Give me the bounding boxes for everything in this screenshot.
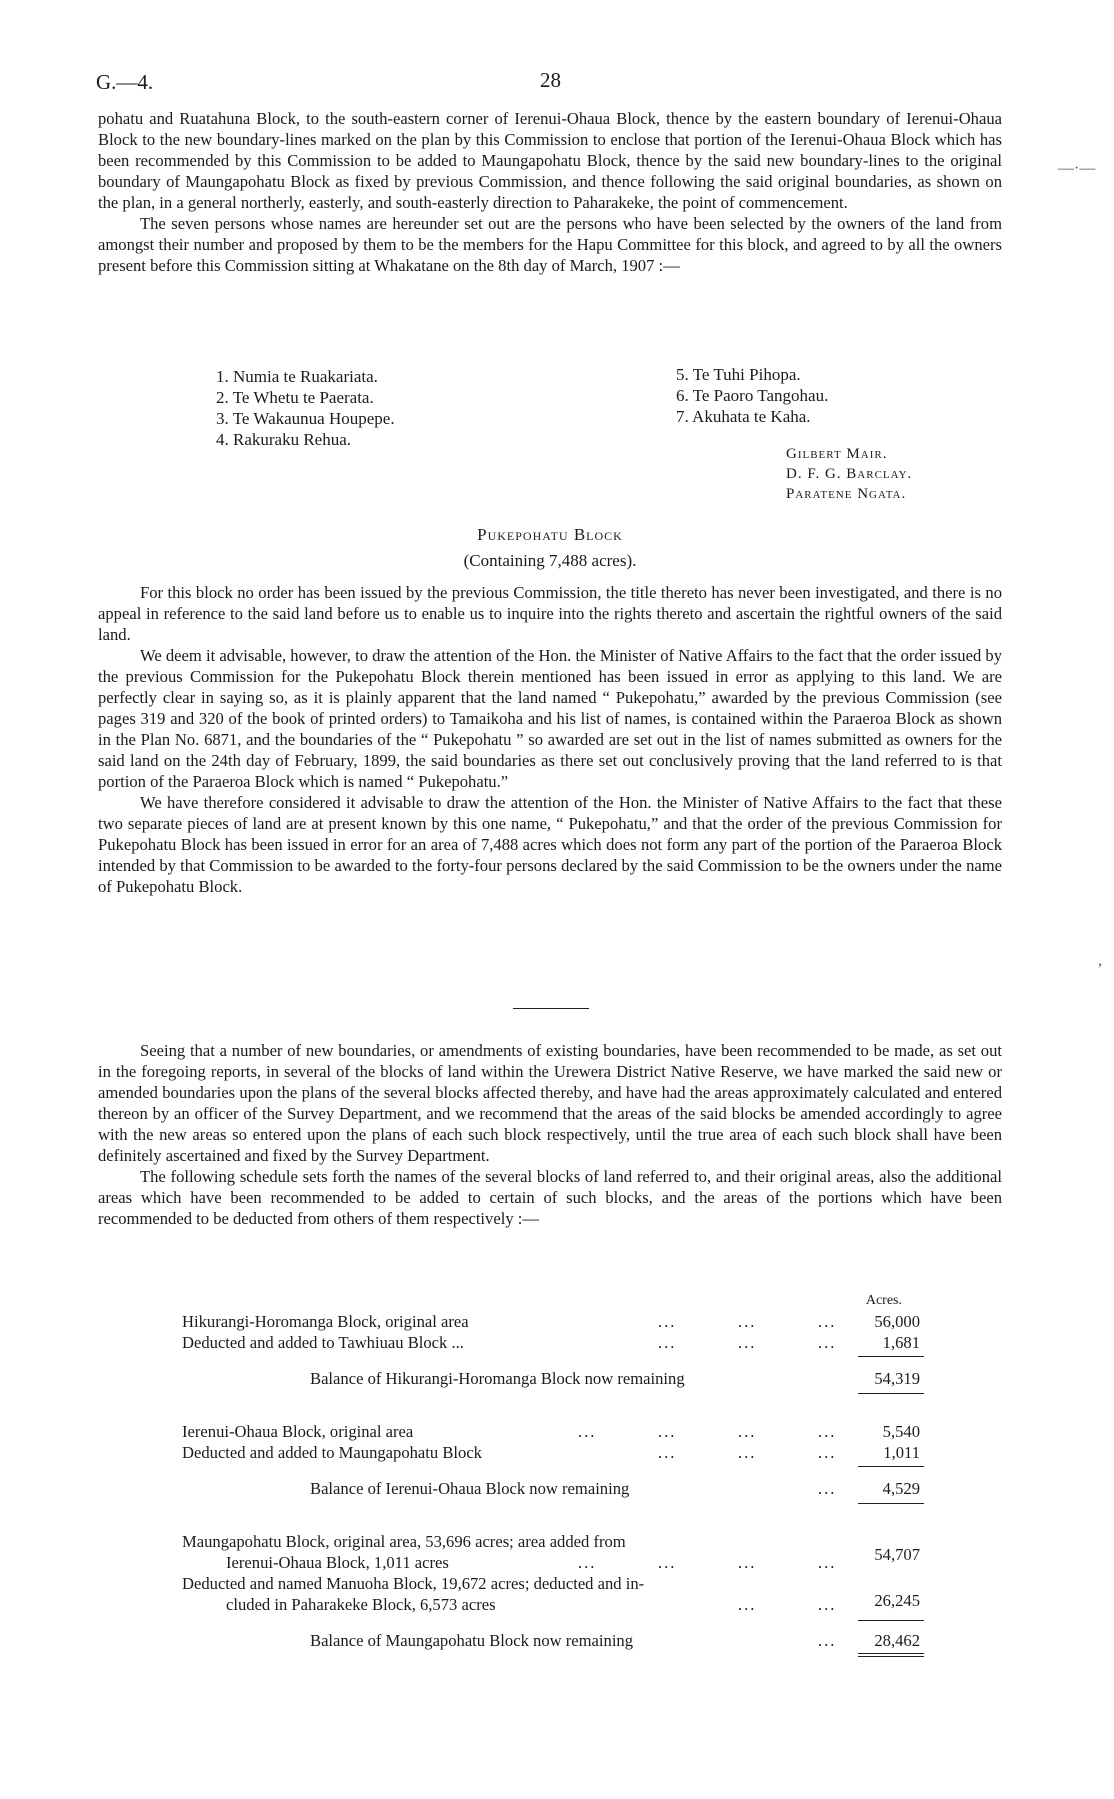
list-item: 3. Te Wakaunua Houpepe. <box>216 409 395 428</box>
table-row-continued <box>98 1545 1002 1573</box>
leader-dots: ... <box>818 1553 837 1572</box>
leader-dots: ... <box>818 1333 837 1352</box>
leader-dots: ... <box>658 1422 677 1441</box>
total-rule <box>858 1393 924 1394</box>
row-label: Hikurangi-Horomanga Block, original area <box>182 1312 469 1331</box>
list-item: 4. Rakuraku Rehua. <box>216 430 352 449</box>
paragraph: pohatu and Ruatahuna Block, to the south-eastern corner of Ierenui-Ohaua Block, thence by the eastern boundary of Ierenui-Ohaua Block to the new boundary-lines marked on the plan by this Commission to enclose that portion of the Ierenui-Ohaua Block which has been recommended by this Commission to be added to Maungapohatu Block, thence by the said new boundary-lines to the original boundary of Maungapohatu Block as fixed by previous Commission, and thence following the said original boundaries, as shown on the plan, in a general northerly, easterly, and south-easterly direction to Paharakeke, the point of commencement. <box>98 109 1002 212</box>
text-block-pukepohatu <box>98 582 1002 897</box>
list-item: 7. Akuhata te Kaha. <box>676 407 811 426</box>
text-block-top <box>98 108 1002 276</box>
members-list-left <box>216 366 395 450</box>
block-title: Pukepohatu Block <box>477 525 623 544</box>
total-rule <box>858 1653 924 1654</box>
leader-dots: ... <box>738 1422 757 1441</box>
total-rule <box>858 1356 924 1357</box>
paragraph: We deem it advisable, however, to draw the attention of the Hon. the Minister of Native Affairs to the fact that the order issued by the previous Commission for the Pukepohatu Block therein mentioned has been issued in error as applying to this land. We are perfectly clear in saying so, as it is plainly apparent that the land named “ Pukepohatu,” awarded by the previous Commission (see pages 319 and 320 of the book of printed orders) to Tamaikoha and his list of names, is contained within the Paraeroa Block as shown in the Plan No. 6871, and the boundaries of the “ Pukepohatu ” so awarded are set out in the list of names submitted as owners for the said land on the 24th day of February, 1899, the said boundaries as there set out conclusively proving that the land referred to is that portion of the Paraeroa Block which is named “ Pukepohatu.” <box>98 646 1002 791</box>
table-row-balance <box>98 1630 1002 1651</box>
table-row <box>98 1311 1002 1332</box>
table-row-balance <box>98 1478 1002 1499</box>
row-amount: 56,000 <box>874 1312 920 1331</box>
members-list-right <box>676 364 828 427</box>
leader-dots: ... <box>738 1553 757 1572</box>
leader-dots: ... <box>818 1631 837 1650</box>
list-item: 6. Te Paoro Tangohau. <box>676 386 829 405</box>
leader-dots: ... <box>738 1333 757 1352</box>
signatory: Paratene Ngata. <box>786 486 907 502</box>
total-rule <box>858 1620 924 1621</box>
table-row <box>98 1332 1002 1353</box>
row-label-continued: Ierenui-Ohaua Block, 1,011 acres <box>226 1553 449 1572</box>
signatories <box>786 444 912 504</box>
leader-dots: ... <box>658 1553 677 1572</box>
row-label: Deducted and added to Tawhiuau Block ... <box>182 1333 464 1352</box>
margin-mark: —·— <box>1058 160 1096 177</box>
schedule-table <box>98 1290 1002 1690</box>
table-row <box>98 1442 1002 1463</box>
row-label: Balance of Maungapohatu Block now remaining <box>310 1631 634 1650</box>
table-row-continued <box>98 1591 1002 1615</box>
total-rule <box>858 1503 924 1504</box>
row-amount: 4,529 <box>882 1479 920 1498</box>
leader-dots: ... <box>738 1443 757 1462</box>
row-label: Balance of Hikurangi-Horomanga Block now remaining <box>310 1369 685 1388</box>
leader-dots: ... <box>578 1422 597 1441</box>
row-label: Deducted and added to Maungapohatu Block <box>182 1443 482 1462</box>
leader-dots: ... <box>658 1443 677 1462</box>
paragraph: Seeing that a number of new boundaries, or amendments of existing boundaries, have been recommended to be made, as set out in the foregoing reports, in several of the blocks of land within the Urewera District Native Reserve, we have marked the said new or amended boundaries upon the plans of the several blocks affected thereby, and have had the areas approximately calculated and entered thereon by an officer of the Survey Department, and we recommend that the areas of the said blocks be amended accordingly to agree with the new areas so entered upon the plans of each such block respectively, until the true area of each such block shall have been definitely ascertained and fixed by the Survey Department. <box>98 1041 1002 1165</box>
total-rule-double <box>858 1656 924 1657</box>
row-label: Balance of Ierenui-Ohaua Block now remaining <box>310 1479 630 1498</box>
margin-mark: , <box>1098 952 1102 969</box>
list-item: 5. Te Tuhi Pihopa. <box>676 365 801 384</box>
row-label: Maungapohatu Block, original area, 53,696 acres; area added from <box>182 1532 626 1551</box>
leader-dots: ... <box>818 1422 837 1441</box>
section-divider <box>513 1008 589 1009</box>
leader-dots: ... <box>738 1595 757 1614</box>
row-amount: 1,681 <box>882 1333 920 1352</box>
leader-dots: ... <box>818 1479 837 1498</box>
paragraph: The seven persons whose names are hereunder set out are the persons who have been selected by the owners of the land from amongst their number and proposed by them to be the members for the Hapu Committee for this block, and agreed to by all the owners present before this Commission sitting at Whakatane on the 8th day of March, 1907 :— <box>98 214 1002 275</box>
paragraph: The following schedule sets forth the names of the several blocks of land referred to, and their original areas, also the additional areas which have been recommended to be added to certain of such blocks, and the areas of the portions which have been recommended to be deducted from others of them respectively :— <box>98 1167 1002 1228</box>
row-amount: 28,462 <box>874 1631 920 1650</box>
leader-dots: ... <box>818 1443 837 1462</box>
leader-dots: ... <box>658 1333 677 1352</box>
row-amount: 54,707 <box>874 1545 920 1564</box>
leader-dots: ... <box>818 1595 837 1614</box>
list-item: 1. Numia te Ruakariata. <box>216 367 378 386</box>
schedule-unit-header: Acres. <box>865 1293 902 1308</box>
row-label: Ierenui-Ohaua Block, original area <box>182 1422 414 1441</box>
total-rule <box>858 1466 924 1467</box>
row-amount: 26,245 <box>874 1591 920 1610</box>
leader-dots: ... <box>578 1553 597 1572</box>
row-label-continued: cluded in Paharakeke Block, 6,573 acres <box>226 1595 496 1614</box>
row-label: Deducted and named Manuoha Block, 19,672 acres; deducted and in- <box>182 1574 645 1593</box>
paragraph: For this block no order has been issued by the previous Commission, the title thereto has never been investigated, and there is no appeal in reference to the said land before us to enable us to inquire into the rights thereto and ascertain the rightful owners of the said land. <box>98 583 1002 644</box>
leader-dots: ... <box>658 1312 677 1331</box>
series-reference: G.—4. <box>96 70 154 94</box>
block-subtitle: (Containing 7,488 acres). <box>463 551 637 570</box>
row-amount: 1,011 <box>883 1443 920 1462</box>
signatory: Gilbert Mair. <box>786 446 888 462</box>
page-number: 28 <box>540 68 561 92</box>
list-item: 2. Te Whetu te Paerata. <box>216 388 374 407</box>
row-amount: 54,319 <box>874 1369 920 1388</box>
table-row-balance <box>98 1368 1002 1389</box>
signatory: D. F. G. Barclay. <box>786 466 913 482</box>
leader-dots: ... <box>738 1312 757 1331</box>
row-amount: 5,540 <box>882 1422 920 1441</box>
leader-dots: ... <box>818 1312 837 1331</box>
paragraph: We have therefore considered it advisable to draw the attention of the Hon. the Minister of Native Affairs to the fact that these two separate pieces of land are at present known by this one name, “ Pukepohatu,” and that the order of the previous Commission for Pukepohatu Block has been issued in error for an area of 7,488 acres which does not form any part of the portion of the Paraeroa Block intended by that Commission to be awarded to the forty-four persons declared by the said Commission to be the owners under the name of Pukepohatu Block. <box>98 793 1002 896</box>
table-row <box>98 1421 1002 1442</box>
text-block-closing <box>98 1040 1002 1229</box>
